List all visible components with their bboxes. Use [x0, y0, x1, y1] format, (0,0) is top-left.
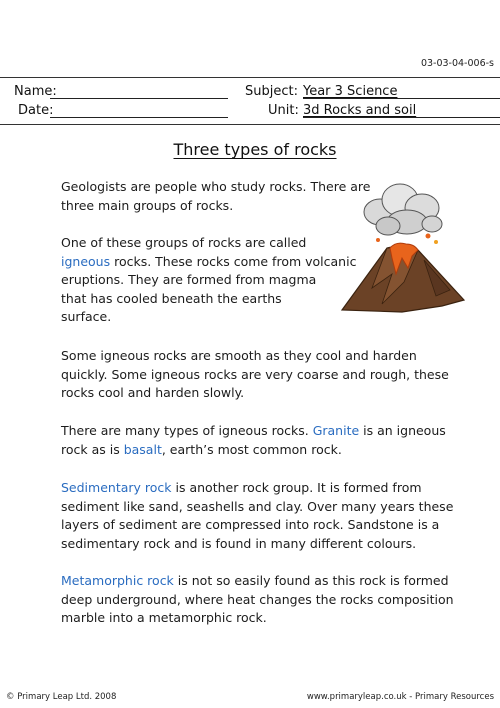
document-code: 03-03-04-006-s [420, 58, 494, 69]
text-line: sedimentary rock and is found in many different colours. [61, 535, 417, 551]
text-line: Some igneous rocks are smooth as they cool and harden [61, 348, 417, 363]
page-title: Three types of rocks [173, 140, 337, 159]
text-line: eruptions. They are formed from magma [61, 272, 317, 287]
smoke-cloud [364, 184, 442, 235]
text-fragment: , earth’s most common rock. [161, 441, 342, 457]
keyword-igneous: igneous [61, 253, 111, 269]
paragraph-sedimentary [61, 479, 453, 553]
text-line: sediment like sand, seashells and clay. Over many years these [61, 498, 454, 514]
text-line: rocks cool and harden slowly. [61, 385, 245, 400]
subject-value: Year 3 Science [303, 84, 398, 99]
text-fragment: rock as is [61, 441, 124, 457]
footer-website: www.primaryleap.co.uk - Primary Resources [306, 692, 494, 702]
paragraph-metamorphic [61, 572, 454, 628]
text-line [61, 422, 446, 441]
text-line [61, 441, 446, 460]
subject-field-line [303, 98, 500, 99]
subject-label: Subject: [245, 84, 298, 99]
keyword-sedimentary-rock: Sedimentary rock [61, 480, 172, 495]
header-bottom-rule [0, 124, 500, 125]
footer-copyright: © Primary Leap Ltd. 2008 [6, 692, 117, 702]
unit-field-line [303, 117, 500, 118]
text-line [61, 253, 356, 272]
text-fragment: is an igneous [359, 423, 446, 438]
volcano-icon [332, 178, 472, 318]
keyword-basalt: basalt [123, 441, 162, 457]
text-fragment: is another rock group. It is formed from [171, 480, 422, 495]
header-top-rule [0, 77, 500, 78]
text-line: surface. [61, 309, 112, 324]
name-label: Name: [14, 84, 57, 99]
text-line: that has cooled beneath the earths [61, 290, 282, 306]
text-line: three main groups of rocks. [61, 197, 234, 213]
date-field-line[interactable] [50, 117, 228, 118]
name-field-line[interactable] [50, 98, 228, 99]
date-label: Date: [18, 103, 54, 118]
unit-value: 3d Rocks and soil [303, 103, 417, 118]
paragraph-igneous [61, 234, 356, 327]
text-fragment: rocks. These rocks come from volcanic [110, 253, 357, 269]
keyword-metamorphic-rock: Metamorphic rock [61, 573, 174, 588]
text-line: layers of sediment are compressed into rock. Sandstone is a [61, 517, 440, 532]
text-line [61, 479, 453, 498]
keyword-granite: Granite [312, 423, 360, 438]
text-line: Geologists are people who study rocks. There are [61, 179, 371, 194]
text-fragment: There are many types of igneous rocks. [61, 423, 313, 438]
unit-label: Unit: [268, 103, 299, 118]
text-fragment: is not so easily found as this rock is formed [173, 573, 449, 588]
text-line: quickly. Some igneous rocks are very coarse and rough, these [61, 366, 449, 382]
paragraph-igneous-texture [61, 347, 449, 403]
text-line [61, 572, 454, 591]
paragraph-intro [61, 178, 370, 215]
paragraph-igneous-types [61, 422, 446, 459]
text-line: One of these groups of rocks are called [61, 235, 307, 250]
text-line: deep underground, where heat changes the rocks composition [61, 591, 454, 607]
text-line: marble into a metamorphic rock. [61, 610, 267, 625]
